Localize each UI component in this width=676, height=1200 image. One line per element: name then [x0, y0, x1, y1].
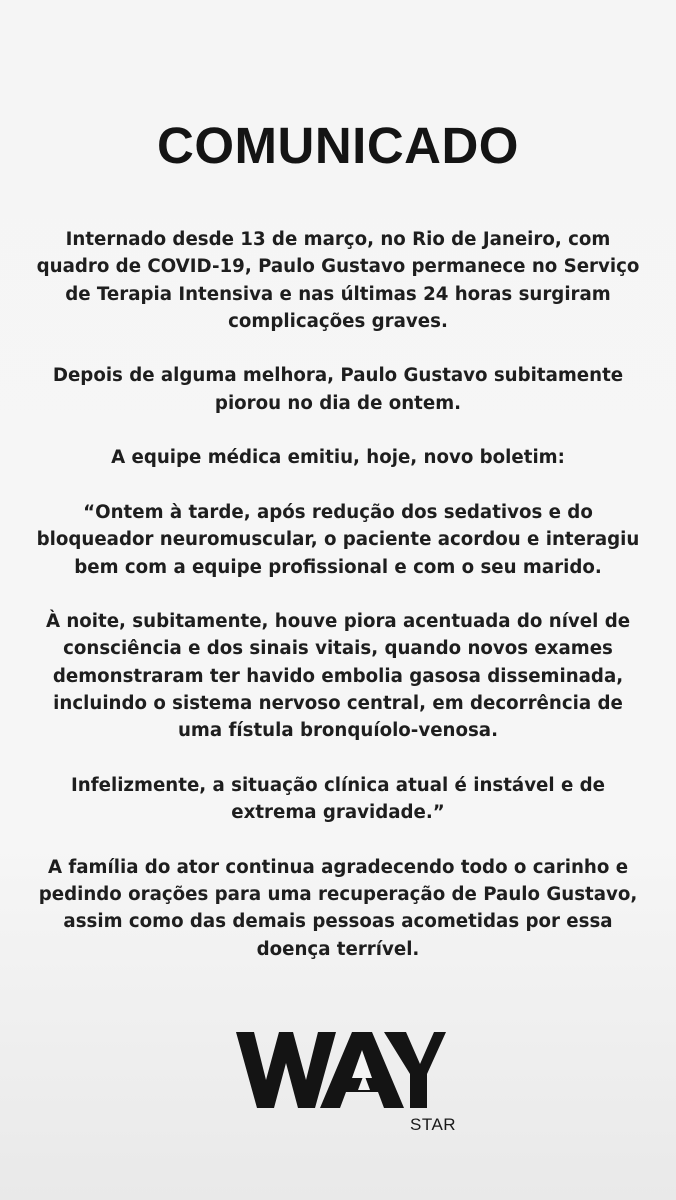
logo-letter-w	[236, 1032, 336, 1108]
paragraph-bulletin-intro: A equipe médica emitiu, hoje, novo boletim:	[111, 447, 565, 469]
paragraph-bulletin-quote-3: Infelizmente, a situação clínica atual é instável e de extrema gravidade.”	[71, 774, 605, 824]
way-star-logo	[234, 1030, 457, 1140]
logo-subtitle: STAR	[410, 1115, 457, 1134]
paragraph-bulletin-quote-1: “Ontem à tarde, após redução dos sedativos e do bloqueador neuromuscular, o paciente acordou e interagiu bem com a equipe profissional e com o seu marido.	[36, 501, 640, 578]
paragraph-family-message: A família do ator continua agradecendo todo o carinho e pedindo orações para uma recuperação de Paulo Gustavo, assim como das demais pessoas acometidas por essa doença terrível.	[38, 856, 638, 960]
paragraph-worsening: Depois de alguma melhora, Paulo Gustavo subitamente piorou no dia de ontem.	[52, 365, 624, 414]
document-title: COMUNICADO	[157, 117, 519, 174]
document-body	[28, 226, 648, 990]
paragraph-hospitalization: Internado desde 13 de março, no Rio de Janeiro, com quadro de COVID-19, Paulo Gustavo permanece no Serviço de Terapia Intensiva e nas últimas 24 horas surgiram complicações graves.	[36, 229, 640, 332]
paragraph-bulletin-quote-2: À noite, subitamente, houve piora acentuada do nível de consciência e dos sinais vitais, quando novos exames demonstraram ter havido embolia gasosa disseminada, incluindo o sistema nervoso central, em decorrência de uma fístula bronquíolo-venosa.	[45, 611, 631, 742]
